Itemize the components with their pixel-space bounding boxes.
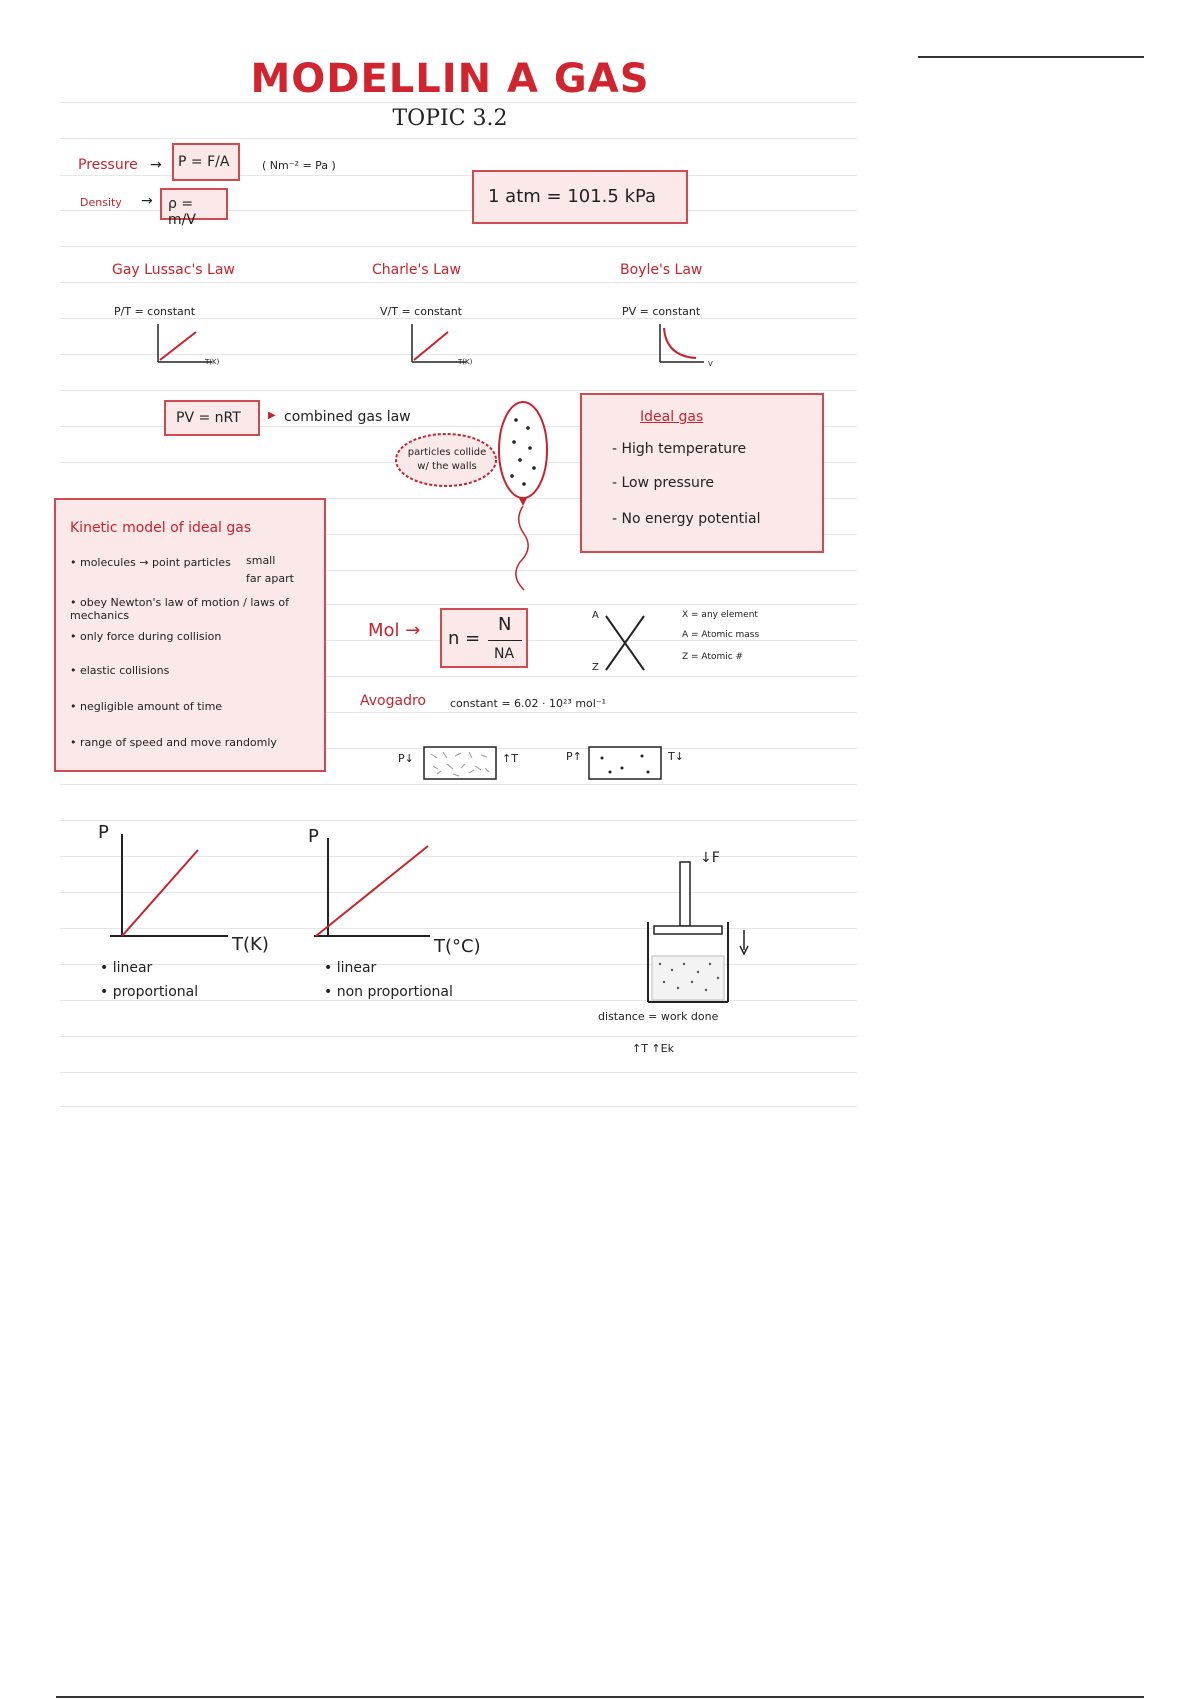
fraction-bar bbox=[488, 640, 522, 641]
graph2-y-label: P bbox=[308, 826, 319, 847]
ruled-line bbox=[60, 1036, 857, 1037]
nuclide-legend: X = any element bbox=[682, 610, 758, 620]
charles-formula: V/T = constant bbox=[380, 305, 462, 318]
page-subtitle: TOPIC 3.2 bbox=[392, 106, 508, 131]
mass-number-label: A bbox=[592, 610, 599, 621]
nuclide-legend: Z = Atomic # bbox=[682, 652, 744, 662]
container-left-p: P↓ bbox=[398, 752, 414, 765]
ruled-line bbox=[60, 282, 857, 283]
graph-p-vs-t-celsius bbox=[310, 836, 440, 946]
ruled-line bbox=[60, 102, 857, 103]
ruled-line bbox=[60, 1072, 857, 1073]
ruled-line bbox=[60, 390, 857, 391]
ideal-gas-item: - Low pressure bbox=[612, 475, 714, 491]
ruled-line bbox=[60, 784, 857, 785]
bullet: ▶ bbox=[268, 410, 276, 421]
mol-label: Mol → bbox=[368, 620, 421, 641]
density-label: Density bbox=[80, 196, 122, 209]
ruled-line bbox=[60, 138, 857, 139]
container-left-t: ↑T bbox=[502, 752, 518, 765]
ideal-gas-item: - No energy potential bbox=[612, 511, 761, 527]
arrow: → bbox=[141, 193, 153, 209]
balloon-illustration bbox=[396, 398, 566, 598]
graph-p-vs-t-kelvin bbox=[104, 832, 234, 944]
dense-container bbox=[423, 746, 499, 782]
piston-effect: ↑T ↑Ek bbox=[632, 1042, 674, 1055]
graph1-note: • linear bbox=[100, 960, 153, 976]
gay-lussac-formula: P/T = constant bbox=[114, 305, 196, 318]
kinetic-item: • only force during collision bbox=[70, 630, 222, 643]
ruled-line bbox=[60, 1106, 857, 1107]
mol-numerator: N bbox=[498, 614, 512, 635]
ideal-gas-item: - High temperature bbox=[612, 441, 747, 457]
container-right-t: T↓ bbox=[668, 750, 684, 763]
element-x-symbol bbox=[600, 612, 650, 672]
piston-cylinder bbox=[640, 852, 760, 1006]
avogadro-value: constant = 6.02 · 10²³ mol⁻¹ bbox=[450, 697, 607, 710]
branch-item: small bbox=[246, 554, 276, 567]
combined-label: combined gas law bbox=[284, 409, 411, 425]
kinetic-model-box bbox=[54, 498, 326, 772]
pressure-formula: P = F/A bbox=[172, 143, 240, 181]
atm-box: 1 atm = 101.5 kPa bbox=[472, 170, 688, 224]
mol-lhs: n = bbox=[448, 628, 481, 649]
boyle-formula: PV = constant bbox=[622, 305, 701, 318]
avogadro-label: Avogadro bbox=[360, 693, 426, 709]
page-title: MODELLIN A GAS bbox=[250, 56, 650, 102]
mol-denominator: NA bbox=[494, 646, 515, 662]
container-right-p: P↑ bbox=[566, 750, 582, 763]
ruled-line bbox=[60, 820, 857, 821]
kinetic-item: • negligible amount of time bbox=[70, 700, 223, 713]
combined-formula: PV = nRT bbox=[164, 400, 260, 436]
mol-formula-box bbox=[440, 608, 528, 668]
ruled-line bbox=[60, 246, 857, 247]
kinetic-item: • obey Newton's law of motion / laws of mechanics bbox=[70, 596, 289, 622]
kinetic-title: Kinetic model of ideal gas bbox=[70, 520, 252, 536]
arrow: → bbox=[150, 157, 162, 173]
piston-caption: distance = work done bbox=[598, 1010, 719, 1023]
gay-lussac-title: Gay Lussac's Law bbox=[112, 262, 235, 278]
sparse-container bbox=[588, 746, 664, 782]
pressure-unit: ( Nm⁻² = Pa ) bbox=[262, 159, 336, 172]
graph1-x-label: T(K) bbox=[232, 934, 269, 955]
kinetic-item: • molecules → point particles bbox=[70, 556, 231, 569]
density-formula: ρ = m/V bbox=[160, 188, 228, 220]
gay-lussac-axis: T(K) bbox=[205, 358, 220, 366]
balloon-note: particles collide w/ the walls bbox=[407, 447, 487, 472]
ideal-gas-box bbox=[580, 393, 824, 553]
atomic-number-label: Z bbox=[592, 662, 599, 673]
kinetic-item: • elastic collisions bbox=[70, 664, 170, 677]
pressure-label: Pressure bbox=[78, 157, 138, 173]
graph2-note: • non proportional bbox=[324, 984, 453, 1000]
graph1-y-label: P bbox=[98, 822, 109, 843]
charles-title: Charle's Law bbox=[372, 262, 461, 278]
charles-axis: T(K) bbox=[458, 358, 473, 366]
graph2-note: • linear bbox=[324, 960, 377, 976]
top-right-rule bbox=[918, 56, 1144, 58]
kinetic-item: • range of speed and move randomly bbox=[70, 736, 277, 749]
boyle-axis: V bbox=[708, 360, 713, 368]
boyle-title: Boyle's Law bbox=[620, 262, 703, 278]
graph1-note: • proportional bbox=[100, 984, 199, 1000]
nuclide-legend: A = Atomic mass bbox=[682, 630, 760, 640]
graph2-x-label: T(°C) bbox=[434, 936, 481, 957]
piston-force: ↓F bbox=[700, 850, 720, 866]
ideal-gas-title: Ideal gas bbox=[640, 409, 704, 425]
branch-item: far apart bbox=[246, 572, 294, 585]
ruled-line bbox=[60, 318, 857, 319]
bottom-rule bbox=[56, 1696, 1144, 1698]
